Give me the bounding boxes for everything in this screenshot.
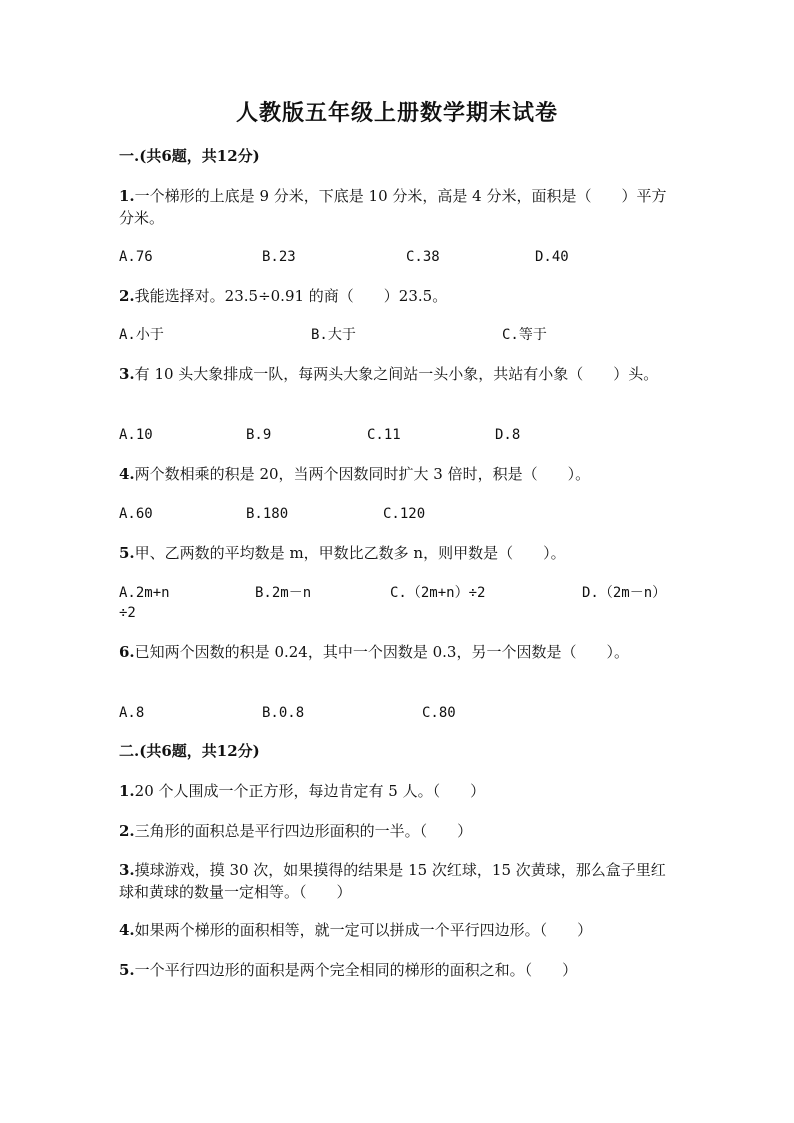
- option-b: B.180: [246, 506, 289, 522]
- option-a: A.10: [119, 427, 153, 443]
- question-number: 2.: [119, 822, 135, 840]
- option-a: A.2m+n: [119, 585, 170, 601]
- question-text: 有 10 头大象排成一队，每两头大象之间站一头小象，共站有小象（ ）头。: [134, 365, 659, 383]
- question-number: 3.: [119, 365, 135, 383]
- question-number: 2.: [119, 287, 135, 305]
- option-a: A.8: [119, 705, 145, 721]
- option-b: B.2m－n: [255, 585, 312, 601]
- section-heading-1: 一.(共6题，共12分): [119, 147, 260, 165]
- question-number: 4.: [119, 465, 135, 483]
- question-1-5: [119, 542, 679, 564]
- option-c: C.38: [406, 249, 440, 265]
- option-c: C.80: [422, 705, 456, 721]
- question-number: 5.: [119, 961, 135, 979]
- option-b: B.23: [262, 249, 296, 265]
- option-d: D.8: [495, 427, 521, 443]
- question-number: 1.: [119, 782, 135, 800]
- option-b: B.大于: [311, 327, 356, 343]
- question-1-4: [119, 463, 679, 485]
- option-d: D.40: [535, 249, 569, 265]
- question-text: 已知两个因数的积是 0.24，其中一个因数是 0.3，另一个因数是（ ）。: [134, 643, 629, 661]
- question-text: 20 个人围成一个正方形，每边肯定有 5 人。（ ）: [134, 782, 486, 800]
- question-text: 摸球游戏，摸 30 次，如果摸得的结果是 15 次红球，15 次黄球，那么盒子里红球和黄球的数量一定相等。（ ）: [119, 861, 666, 901]
- question-2-2: [119, 820, 679, 842]
- option-a: A.76: [119, 249, 153, 265]
- option-a: A.小于: [119, 327, 164, 343]
- page-title: 人教版五年级上册数学期末试卷: [235, 100, 558, 126]
- question-2-4: [119, 919, 699, 941]
- question-text: 一个平行四边形的面积是两个完全相同的梯形的面积之和。（ ）: [134, 961, 578, 979]
- option-c: C.120: [383, 506, 426, 522]
- question-1-6: [119, 641, 699, 663]
- question-2-3: [119, 859, 679, 903]
- question-text: 一个梯形的上底是 9 分米，下底是 10 分米，高是 4 分米，面积是（ ）平方分米。: [119, 187, 667, 227]
- question-1-1: [119, 185, 679, 229]
- question-1-3: [119, 363, 679, 385]
- question-number: 3.: [119, 861, 135, 879]
- option-d: D.（2m－n）: [582, 585, 667, 601]
- option-c: C.（2m+n）÷2: [390, 585, 486, 601]
- option-b: B.0.8: [262, 705, 305, 721]
- question-2-5: [119, 959, 699, 981]
- question-number: 4.: [119, 921, 135, 939]
- option-c: C.等于: [502, 327, 547, 343]
- question-text: 三角形的面积总是平行四边形面积的一半。（ ）: [134, 822, 473, 840]
- option-a: A.60: [119, 506, 153, 522]
- question-number: 6.: [119, 643, 135, 661]
- option-d-continued: ÷2: [119, 605, 136, 621]
- question-text: 两个数相乘的积是 20，当两个因数同时扩大 3 倍时，积是（ ）。: [134, 465, 591, 483]
- question-text: 如果两个梯形的面积相等，就一定可以拼成一个平行四边形。（ ）: [134, 921, 593, 939]
- question-number: 5.: [119, 544, 135, 562]
- question-text: 我能选择对。23.5÷0.91 的商（ ）23.5。: [134, 287, 448, 305]
- option-c: C.11: [367, 427, 401, 443]
- question-number: 1.: [119, 187, 135, 205]
- question-2-1: [119, 780, 679, 802]
- section-heading-2: 二.(共6题，共12分): [119, 742, 260, 760]
- option-b: B.9: [246, 427, 272, 443]
- question-1-2: [119, 285, 679, 307]
- question-text: 甲、乙两数的平均数是 m，甲数比乙数多 n，则甲数是（ ）。: [134, 544, 566, 562]
